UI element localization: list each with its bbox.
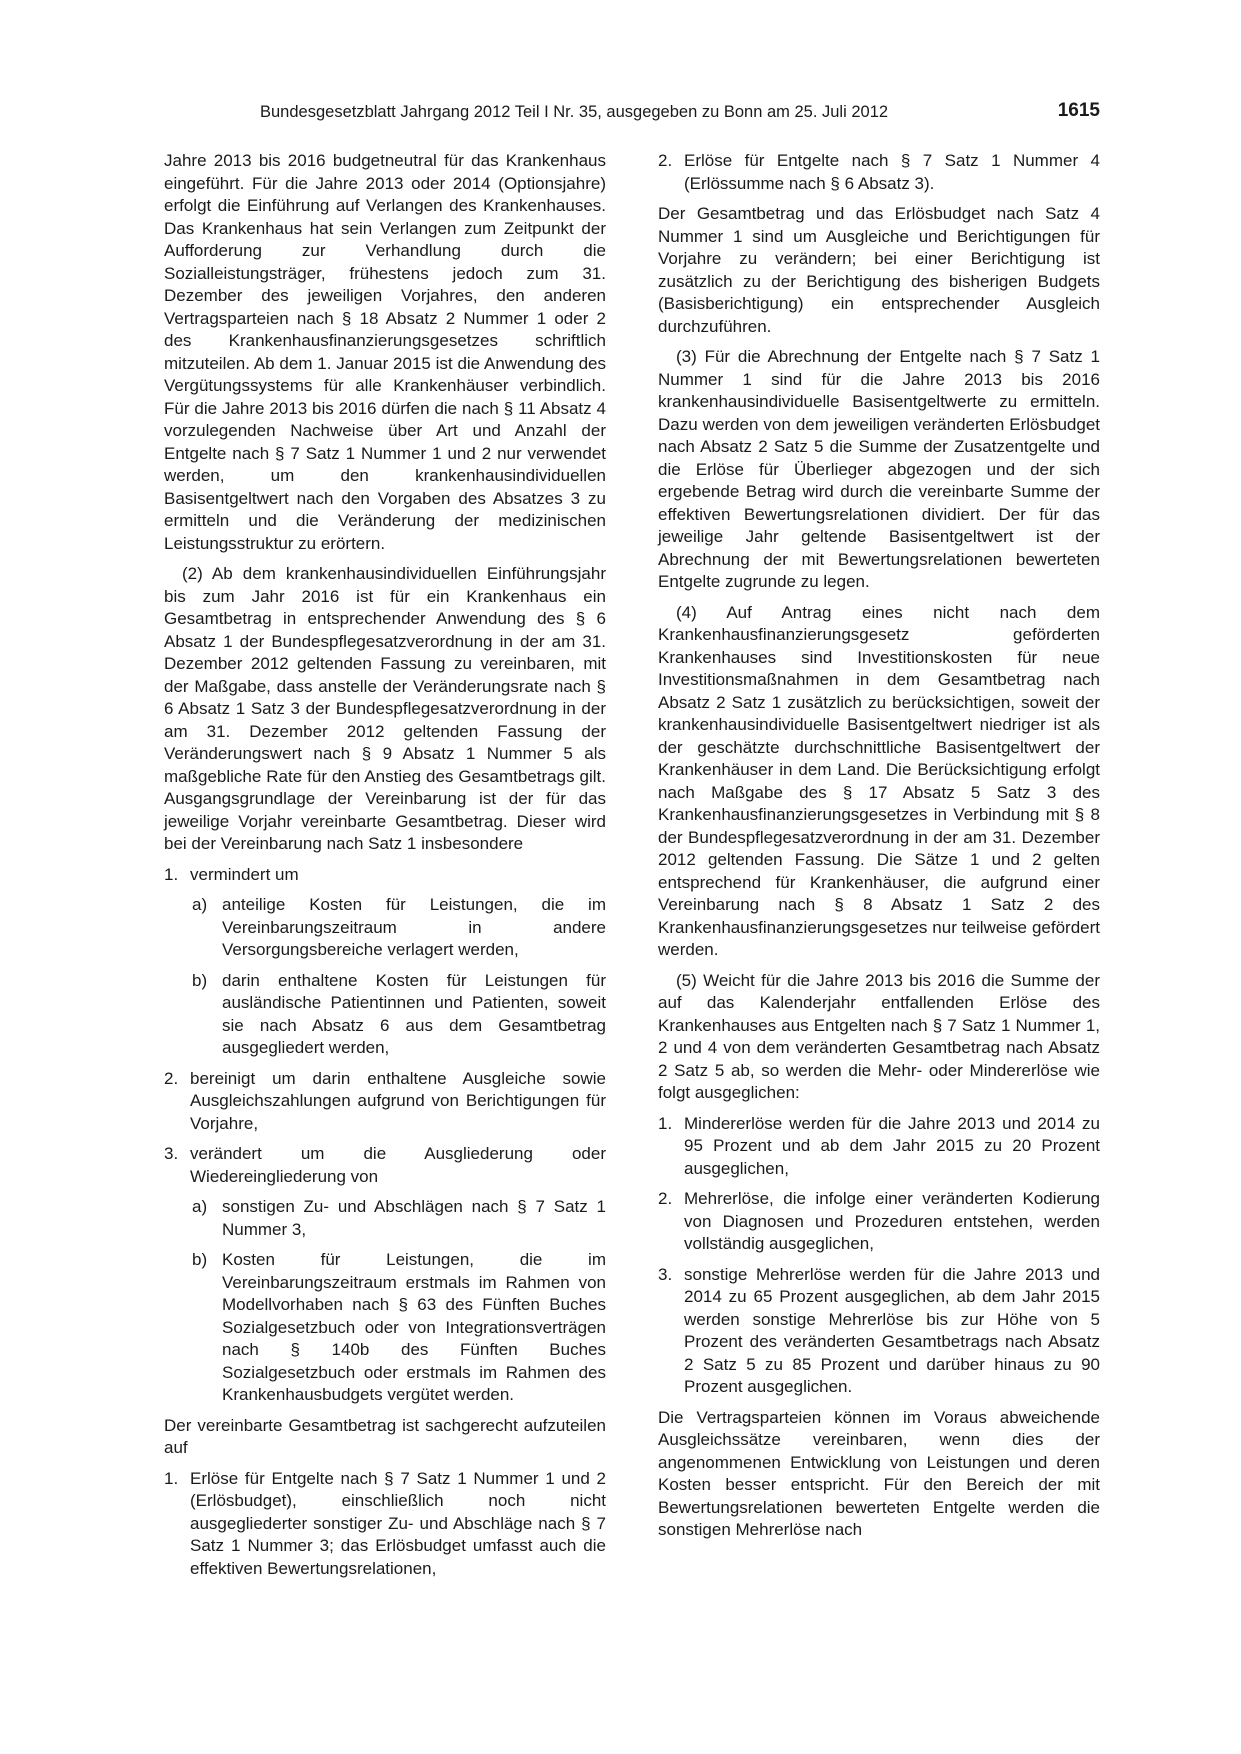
list-text: darin enthaltene Kosten für Leistungen für ausländische Patientinnen und Patienten, soweit sie nach Absatz 6 aus dem Gesamtbetrag ausgegliedert werden, — [222, 970, 606, 1057]
list-letter: a) — [192, 1197, 208, 1216]
list-letter: b) — [192, 1250, 208, 1269]
list-text: sonstigen Zu- und Abschlägen nach § 7 Satz 1 Nummer 3, — [222, 1197, 606, 1239]
sub-list-item — [164, 1196, 606, 1241]
list-text: Erlöse für Entgelte nach § 7 Satz 1 Nummer 4 (Erlössumme nach § 6 Absatz 3). — [684, 151, 1100, 193]
page-header — [260, 100, 1100, 128]
paragraph: (2) Ab dem krankenhausindividuellen Einführungsjahr bis zum Jahr 2016 ist für ein Krankenhaus ein Gesamtbetrag in entsprechender Anwendung des § 6 Absatz 1 der Bundespflegesatzverordnung in der am 31. Dezember 2012 geltenden Fassung zu vereinbaren, mit der Maßgabe, dass anstelle der Veränderungsrate nach § 6 Absatz 1 Satz 3 der Bundespflegesatzverordnung in der am 31. Dezember 2012 geltenden Fassung der Veränderungswert nach § 9 Absatz 1 Nummer 5 als maßgebliche Rate für den Anstieg des Gesamtbetrags gilt. Ausgangsgrundlage der Vereinbarung ist der für das jeweilige Vorjahr vereinbarte Gesamtbetrag. Dieser wird bei der Vereinbarung nach Satz 1 insbesondere — [164, 564, 606, 853]
left-column — [164, 150, 606, 1588]
list-item — [164, 1068, 606, 1136]
list-item — [658, 1188, 1100, 1256]
list-text: bereinigt um darin enthaltene Ausgleiche sowie Ausgleichszahlungen aufgrund von Berichtigungen für Vorjahre, — [190, 1068, 606, 1133]
paragraph: Der Gesamtbetrag und das Erlösbudget nach Satz 4 Nummer 1 sind um Ausgleiche und Berichtigungen für Vorjahre zu verändern; bei einer Berichtigung ist zusätzlich zu der Berichtigung des bisherigen Budgets (Basisberichtigung) ein entsprechender Ausgleich durchzuführen. — [658, 204, 1100, 336]
list-letter: a) — [192, 895, 208, 914]
list-text: anteilige Kosten für Leistungen, die im Vereinbarungszeitraum in andere Versorgungsbereiche verlagert werden, — [222, 895, 606, 959]
list-number: 1. — [164, 1468, 179, 1488]
list-text: Mindererlöse werden für die Jahre 2013 und 2014 zu 95 Prozent und ab dem Jahr 2015 zu 20 Prozent ausgeglichen, — [684, 1113, 1100, 1178]
list-number: 2. — [658, 151, 673, 170]
list-number: 3. — [658, 1264, 673, 1284]
list-number: 1. — [164, 864, 179, 884]
list-text: sonstige Mehrerlöse werden für die Jahre 2013 und 2014 zu 65 Prozent ausgeglichen, ab dem Jahr 2015 werden sonstige Mehrerlöse bis zur Höhe von 5 Prozent des veränderten Gesamtbetrags nach Absatz 2 Satz 5 zu 85 Prozent und darüber hinaus zu 90 Prozent ausgeglichen. — [684, 1264, 1100, 1396]
paragraph: (4) Auf Antrag eines nicht nach dem Krankenhausfinanzierungsgesetz geförderten Krankenhauses sind Investitionskosten für neue Investitionsmaßnahmen in dem Gesamtbetrag nach Absatz 2 Satz 1 zusätzlich zu berücksichtigen, soweit der krankenhausindividuelle Basisentgeltwert niedriger ist als der geschätzte durchschnittliche Basisentgeltwert der Krankenhäuser in dem Land. Die Berücksichtigung erfolgt nach Maßgabe des § 17 Absatz 5 Satz 3 des Krankenhausfinanzierungsgesetzes in Verbindung mit § 8 der Bundespflegesatzverordnung in der am 31. Dezember 2012 geltenden Fassung. Die Sätze 1 und 2 gelten entsprechend für Krankenhäuser, die aufgrund einer Vereinbarung nach § 8 Absatz 1 Satz 2 des Krankenhausfinanzierungsgesetzes nur teilweise gefördert werden. — [658, 602, 1100, 959]
list-item — [164, 1143, 606, 1188]
paragraph: Der vereinbarte Gesamtbetrag ist sachgerecht aufzuteilen auf — [164, 1415, 606, 1457]
list-number: 3. — [164, 1144, 179, 1163]
list-number: 2. — [658, 1189, 673, 1208]
list-item — [658, 1113, 1100, 1181]
list-item — [658, 1264, 1100, 1399]
sub-list-item — [164, 894, 606, 962]
list-text: verändert um die Ausgliederung oder Wiedereingliederung von — [190, 1144, 606, 1186]
list-text: Mehrerlöse, die infolge einer veränderten Kodierung von Diagnosen und Prozeduren entstehen, werden vollständig ausgeglichen, — [684, 1189, 1100, 1253]
page-number: 1615 — [1057, 100, 1100, 121]
list-item — [164, 864, 606, 887]
paragraph: (3) Für die Abrechnung der Entgelte nach § 7 Satz 1 Nummer 1 sind für die Jahre 2013 bis 2016 krankenhausindividuelle Basisentgeltwerte zu ermitteln. Dazu werden von dem jeweiligen veränderten Erlösbudget nach Absatz 2 Satz 5 die Summe der Zusatzentgelte und die Erlöse für Überlieger abgezogen und der sich ergebende Betrag wird durch die vereinbarte Summe der effektiven Bewertungsrelationen dividiert. Der für das jeweilige Jahr geltende Basisentgeltwert ist der Abrechnung der mit Bewertungsrelationen bewerteten Entgelte zugrunde zu legen. — [658, 347, 1100, 591]
list-letter: b) — [192, 970, 208, 990]
list-number: 2. — [164, 1068, 179, 1088]
list-item — [658, 150, 1100, 195]
right-column — [658, 150, 1100, 1550]
sub-list-item — [164, 1249, 606, 1407]
paragraph: (5) Weicht für die Jahre 2013 bis 2016 die Summe der auf das Kalenderjahr entfallenden Erlöse des Krankenhauses aus Entgelten nach § 7 Satz 1 Nummer 1, 2 und 4 von dem veränderten Gesamtbetrag nach Absatz 2 Satz 5 ab, so werden die Mehr- oder Mindererlöse wie folgt ausgeglichen: — [658, 970, 1100, 1102]
list-text: vermindert um — [190, 864, 299, 884]
list-item — [164, 1468, 606, 1581]
list-number: 1. — [658, 1113, 673, 1133]
list-text: Kosten für Leistungen, die im Vereinbarungszeitraum erstmals im Rahmen von Modellvorhaben nach § 63 des Fünften Buches Sozialgesetzbuch oder von Integrationsverträgen nach § 140b des Fünften Buches Sozialgesetzbuch oder erstmals im Rahmen des Krankenhausbudgets vergütet werden. — [222, 1250, 606, 1404]
list-text: Erlöse für Entgelte nach § 7 Satz 1 Nummer 1 und 2 (Erlösbudget), einschließlich noch nicht ausgegliederter sonstiger Zu- und Abschläge nach § 7 Satz 1 Nummer 3; das Erlösbudget umfasst auch die effektiven Bewertungsrelationen, — [190, 1468, 606, 1578]
paragraph: Jahre 2013 bis 2016 budgetneutral für das Krankenhaus eingeführt. Für die Jahre 2013 oder 2014 (Optionsjahre) erfolgt die Einführung auf Verlangen des Krankenhauses. Das Krankenhaus hat sein Verlangen zum Zeitpunkt der Aufforderung zur Verhandlung durch die Sozialleistungsträger, frühestens jedoch zum 31. Dezember des jeweiligen Vorjahres, den anderen Vertragsparteien nach § 18 Absatz 2 Nummer 1 oder 2 des Krankenhausfinanzierungsgesetzes schriftlich mitzuteilen. Ab dem 1. Januar 2015 ist die Anwendung des Vergütungssystems für alle Krankenhäuser verbindlich. Für die Jahre 2013 bis 2016 dürfen die nach § 11 Absatz 4 vorzulegenden Nachweise über Art und Anzahl der Entgelte nach § 7 Satz 1 Nummer 1 und 2 nur verwendet werden, um den krankenhausindividuellen Basisentgeltwert nach den Vorgaben des Absatzes 3 zu ermitteln und die Veränderung der medizinischen Leistungsstruktur zu erörtern. — [164, 151, 606, 553]
header-title: Bundesgesetzblatt Jahrgang 2012 Teil I Nr. 35, ausgegeben zu Bonn am 25. Juli 2012 — [260, 103, 889, 121]
sub-list-item — [164, 970, 606, 1060]
paragraph: Die Vertragsparteien können im Voraus abweichende Ausgleichssätze vereinbaren, wenn dies der angenommenen Entwicklung von Leistungen und deren Kosten besser entspricht. Für den Bereich der mit Bewertungsrelationen bewerteten Entgelte werden die sonstigen Mehrerlöse nach — [658, 1407, 1100, 1539]
